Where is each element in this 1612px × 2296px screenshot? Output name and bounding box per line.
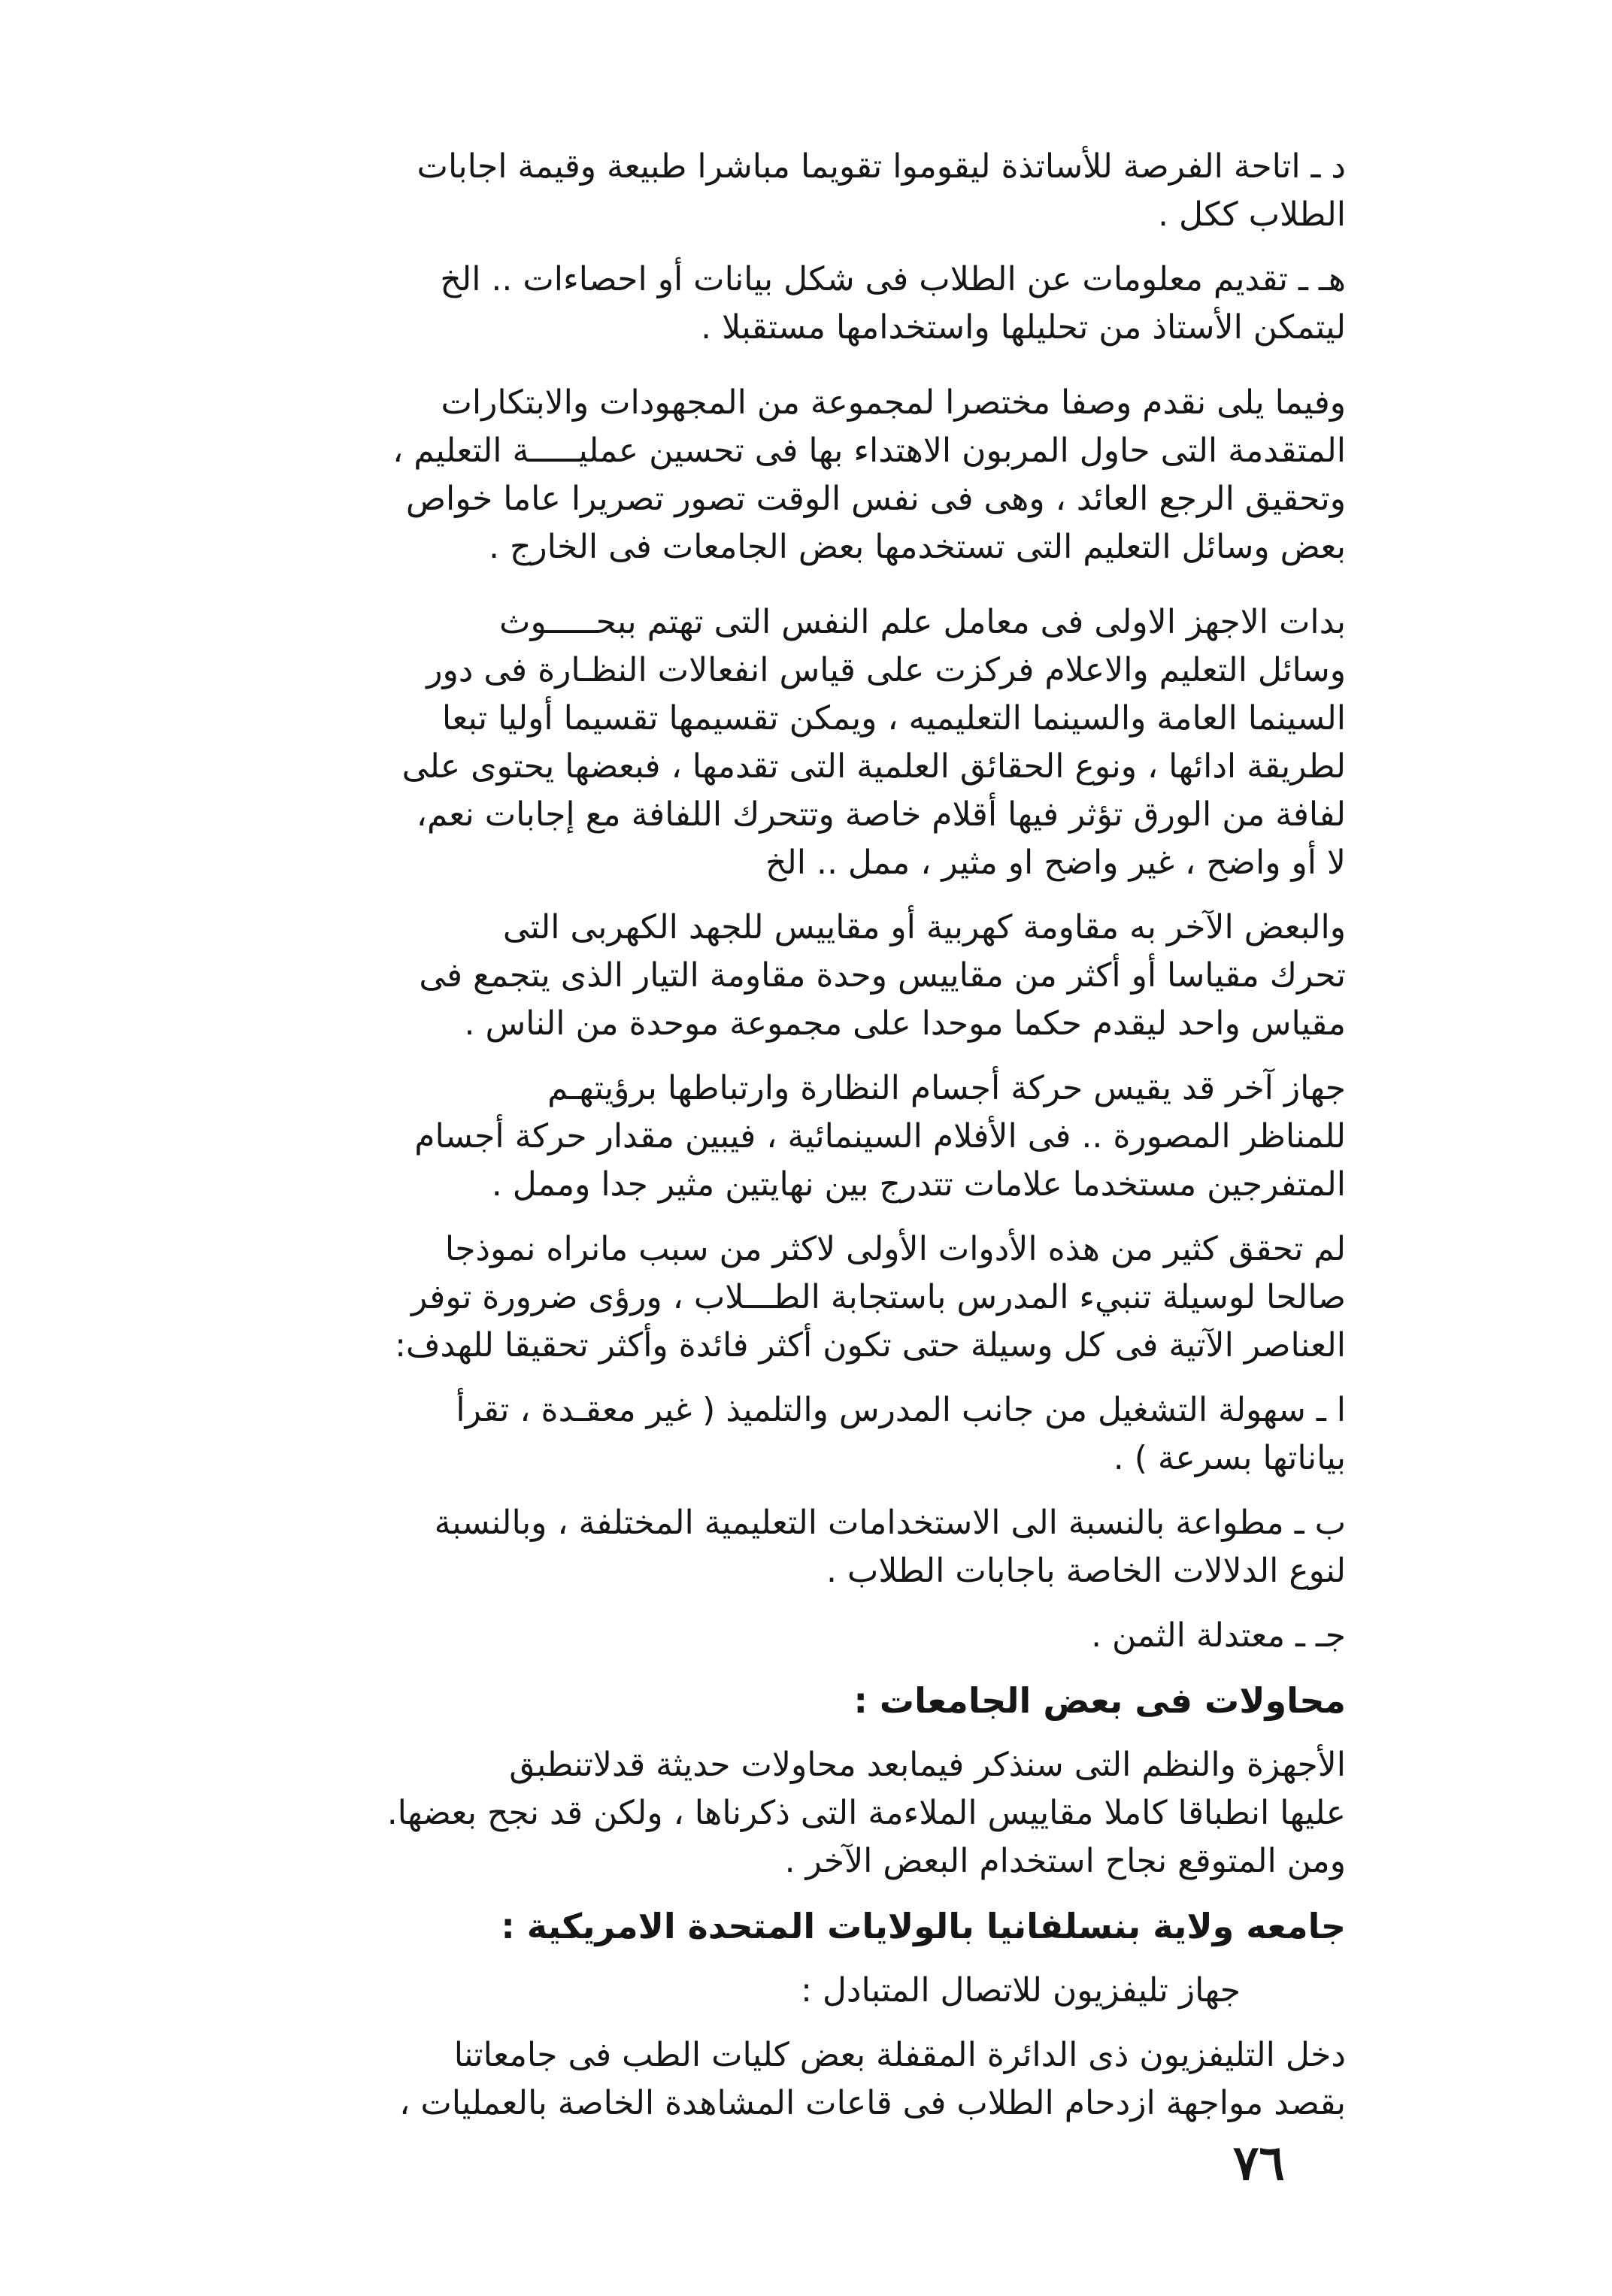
list-item-h: هـ ـ تقديم معلومات عن الطلاب فى شكل بيانات أو احصاءات .. الخ ليتمكن الأستاذ من تحليلها واستخدامها مستقبلا .	[440, 260, 1346, 347]
paragraph-early-devices: بدات الاجهز الاولى فى معامل علم النفس التى تهتم ببحـــــوث وسائل التعليم والاعلام فركزت على قياس انفعالات النظـارة فى دور السينما العامة والسينما التعليميه ، ويمكن تقسيمها تقسيما أوليا تبعا لطريقة ادائها ، ونوع الحقائق العلمية التى تقدمها ، فبعضها يحتوى على لفافة من الورق تؤثر فيها أقلام خاصة وتتحرك اللفافة مع إجابات نعم، لا أو واضح ، غير واضح او مثير ، ممل .. الخ	[401, 603, 1346, 882]
paragraph-closed-circuit-tv: دخل التليفزيون ذى الدائرة المقفلة بعض كليات الطب فى جامعاتنا بقصد مواجهة ازدحام الطلاب فى قاعات المشاهدة الخاصة بالعمليات ،	[399, 2036, 1346, 2122]
paragraph-intro: وفيما يلى نقدم وصفا مختصرا لمجموعة من المجهودات والابتكارات المتقدمة التى حاول المربون الاهتداء بها فى تحسين عمليـــــة التعليم ، وتحقيق الرجع العائد ، وهى فى نفس الوقت تصور تصريرا عاما خواص بعض وسائل التعليم التى تستخدمها بعض الجامعات فى الخارج .	[392, 383, 1346, 566]
paragraph-requirements: لم تحقق كثير من هذه الأدوات الأولى لاكثر من سبب مانراه نموذجا صالحا لوسيلة تنبيء المدرس باستجابة الطـــلاب ، ورؤى ضرورة توفر العناصر الآتية فى كل وسيلة حتى تكون أكثر فائدة وأكثر تحقيقا للهدف:	[395, 1230, 1346, 1365]
paragraph-electrical: والبعض الآخر به مقاومة كهربية أو مقاييس للجهد الكهربى التى تحرك مقياسا أو أكثر من مقاييس وحدة مقاومة التيار الذى يتجمع فى مقياس واحد ليقدم حكما موحدا على مجموعة موحدة من الناس .	[419, 908, 1346, 1043]
section-heading-pennsylvania: جامعه ولاية بنسلفانيا بالولايات المتحدة الامريكية :	[501, 1906, 1346, 1946]
page-number: ٧٦	[1233, 2135, 1285, 2191]
list-item-a: ا ـ سهولة التشغيل من جانب المدرس والتلميذ ( غير معقـدة ، تقرأ بياناتها بسرعة ) .	[456, 1391, 1346, 1477]
paragraph-body-movement: جهاز آخر قد يقيس حركة أجسام النظارة وارتباطها برؤيتهـم للمناظر المصورة .. فى الأفلام السينمائية ، فيبين مقدار حركة أجسام المتفرجين مستخدما علامات تتدرج بين نهايتين مثير جدا وممل .	[414, 1069, 1346, 1204]
page-body	[271, 143, 1346, 2128]
section-heading-universities: محاولات فى بعض الجامعات :	[853, 1680, 1346, 1721]
list-item-b: ب ـ مطواعة بالنسبة الى الاستخدامات التعليمية المختلفة ، وبالنسبة لنوع الدلالات الخاصة باجابات الطلاب .	[434, 1504, 1346, 1590]
list-item-d: د ـ اتاحة الفرصة للأساتذة ليقوموا تقويما مباشرا طبيعة وقيمة اجابات الطلاب ككل .	[417, 147, 1346, 234]
subheading-tv-device: جهاز تليفزيون للاتصال المتبادل :	[801, 1971, 1241, 2010]
list-item-j: جـ ـ معتدلة الثمن .	[1091, 1616, 1346, 1655]
paragraph-modern-attempts: الأجهزة والنظم التى سنذكر فيمابعد محاولات حديثة قدلاتنطبق عليها انطباقا كاملا مقاييس الملاءمة التى ذكرناها ، ولكن قد نجح بعضها. ومن المتوقع نجاح استخدام البعض الآخر .	[386, 1746, 1346, 1880]
